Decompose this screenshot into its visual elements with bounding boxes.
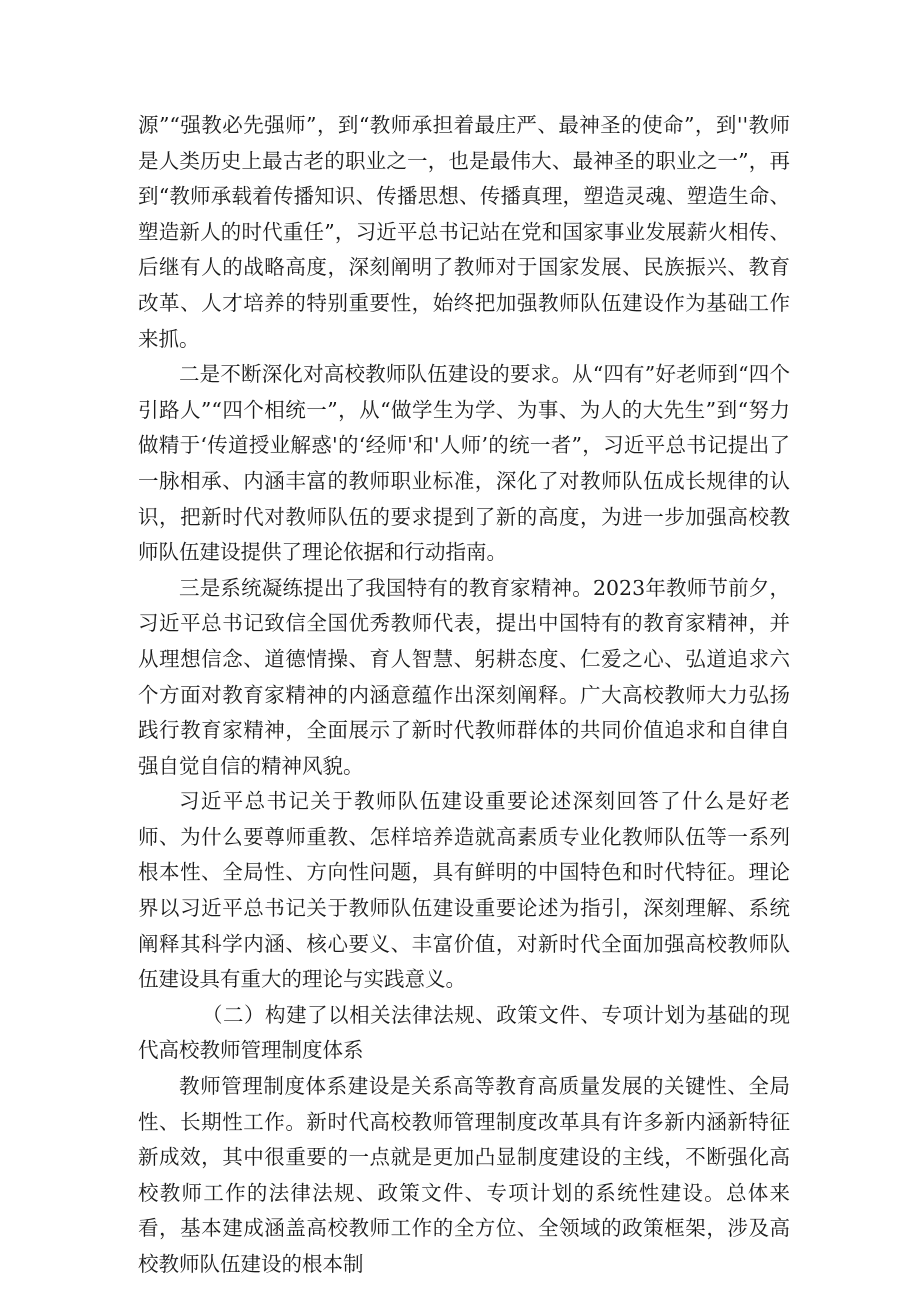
paragraph-management-system: 教师管理制度体系建设是关系高等教育高质量发展的关键性、全局性、长期性工作。新时代高校教师管理制度改革具有许多新内涵新特征新成效，其中很重要的一点就是更加凸显制度建设的主线，不断强化高校教师工作的法律法规、政策文件、专项计划的系统性建设。总体来看，基本建成涵盖高校教师工作的全方位、全领域的政策框架，涉及高校教师队伍建设的根本制 <box>138 1074 790 1276</box>
paragraph-point-three: 三是系统凝练提出了我国特有的教育家精神。2023年教师节前夕，习近平总书记致信全国优秀教师代表，提出中国特有的教育家精神，并从理想信念、道德情操、育人智慧、躬耕态度、仁爱之心、弘道追求六个方面对教育家精神的内涵意蕴作出深刻阐释。广大高校教师大力弘扬践行教育家精神，全面展示了新时代教师群体的共同价值追求和自律自强自觉自信的精神风貌。 <box>138 575 790 778</box>
section-heading: （二）构建了以相关法律法规、政策文件、专项计划为基础的现代高校教师管理制度体系 <box>138 1002 790 1063</box>
paragraph-point-two: 二是不断深化对高校教师队伍建设的要求。从“四有”好老师到“四个引路人”“四个相统一”，从“做学生为学、为事、为人的大先生”到“努力做精于‘传道授业解惑'的‘经师'和'人师’的统一者”，习近平总书记提出了一脉相承、内涵丰富的教师职业标准，深化了对教师队伍成长规律的认识，把新时代对教师队伍的要求提到了新的高度，为进一步加强高校教师队伍建设提供了理论依据和行动指南。 <box>138 362 790 565</box>
document-body <box>138 108 790 1283</box>
paragraph-continuation: 源”“强教必先强师”，到“教师承担着最庄严、最神圣的使命”，到''教师是人类历史上最古老的职业之一，也是最伟大、最神圣的职业之一”，再到“教师承载着传播知识、传播思想、传播真理，塑造灵魂、塑造生命、塑造新人的时代重任”，习近平总书记站在党和国家事业发展薪火相传、后继有人的战略高度，深刻阐明了教师对于国家发展、民族振兴、教育改革、人才培养的特别重要性，始终把加强教师队伍建设作为基础工作来抓。 <box>138 113 790 351</box>
paragraph-summary: 习近平总书记关于教师队伍建设重要论述深刻回答了什么是好老师、为什么要尊师重教、怎样培养造就高素质专业化教师队伍等一系列根本性、全局性、方向性问题，具有鲜明的中国特色和时代特征。理论界以习近平总书记关于教师队伍建设重要论述为指引，深刻理解、系统阐释其科学内涵、核心要义、丰富价值，对新时代全面加强高校教师队伍建设具有重大的理论与实践意义。 <box>138 789 790 992</box>
